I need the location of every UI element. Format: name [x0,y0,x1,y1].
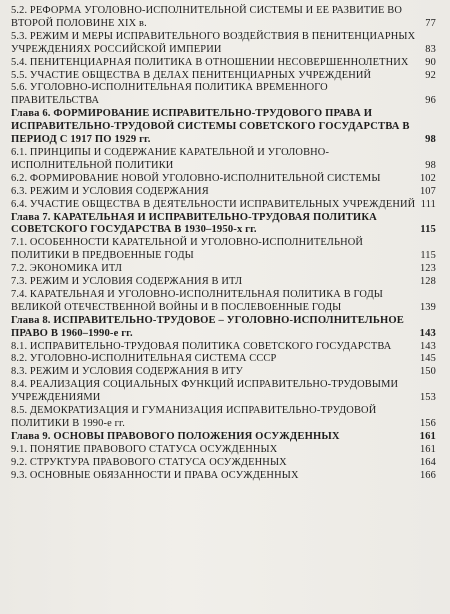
toc-section-entry [11,276,436,289]
toc-chapter-entry [11,431,436,444]
toc-entry-title: 7.3. РЕЖИМ И УСЛОВИЯ СОДЕРЖАНИЯ В ИТЛ [11,276,243,288]
toc-section-entry [11,186,436,199]
table-of-contents [11,5,436,483]
toc-section-entry [11,405,436,431]
toc-section-entry [11,457,436,470]
toc-entry-page-number: 102 [419,172,436,184]
toc-entry-title: 9.2. СТРУКТУРА ПРАВОВОГО СТАТУСА ОСУЖДЕННЫХ [11,456,287,468]
toc-entry-title: 5.3. РЕЖИМ И МЕРЫ ИСПРАВИТЕЛЬНОГО ВОЗДЕЙСТВИЯ В ПЕНИТЕНЦИАРНЫХ УЧРЕЖДЕНИЯХ РОССИЙСКОЙ ИМПЕРИИ [11,30,416,55]
toc-entry-page-number: 139 [419,301,436,313]
toc-entry-title: 8.3. РЕЖИМ И УСЛОВИЯ СОДЕРЖАНИЯ В ИТУ [11,366,244,378]
toc-entry-title: 7.2. ЭКОНОМИКА ИТЛ [11,263,123,275]
toc-section-entry [11,379,436,405]
toc-entry-title: 7.1. ОСОБЕННОСТИ КАРАТЕЛЬНОЙ И УГОЛОВНО-ИСПОЛНИТЕЛЬНОЙ ПОЛИТИКИ В ПРЕДВОЕННЫЕ ГОДЫ [11,237,364,262]
toc-section-entry [11,31,436,57]
toc-entry-page-number: 83 [425,43,436,55]
toc-entry-page-number: 96 [425,95,436,107]
toc-section-entry [11,5,436,31]
toc-entry-title: 6.3. РЕЖИМ И УСЛОВИЯ СОДЕРЖАНИЯ [11,185,209,197]
toc-section-entry [11,353,436,366]
toc-entry-page-number: 166 [419,469,436,481]
toc-entry-page-number: 77 [425,17,436,29]
toc-section-entry [11,470,436,483]
toc-section-entry [11,341,436,354]
toc-entry-title: 6.2. ФОРМИРОВАНИЕ НОВОЙ УГОЛОВНО-ИСПОЛНИТЕЛЬНОЙ СИСТЕМЫ [11,172,381,184]
toc-section-entry [11,82,436,108]
toc-entry-page-number: 156 [419,418,436,429]
toc-section-entry [11,289,436,315]
toc-entry-title: 9.1. ПОНЯТИЕ ПРАВОВОГО СТАТУСА ОСУЖДЕННЫХ [11,443,278,455]
toc-entry-page-number: 98 [425,159,436,171]
toc-entry-title: 8.2. УГОЛОВНО-ИСПОЛНИТЕЛЬНАЯ СИСТЕМА СССР [11,353,277,365]
toc-entry-page-number: 111 [420,198,436,210]
toc-chapter-entry [11,315,436,341]
toc-section-entry [11,263,436,276]
toc-entry-title: 5.2. РЕФОРМА УГОЛОВНО-ИСПОЛНИТЕЛЬНОЙ СИСТЕМЫ И ЕЕ РАЗВИТИЕ ВО ВТОРОЙ ПОЛОВИНЕ XIX в. [11,5,403,29]
toc-section-entry [11,147,436,173]
toc-section-entry [11,199,436,212]
toc-entry-page-number: 107 [419,185,436,197]
toc-section-entry [11,173,436,186]
toc-section-entry [11,70,436,83]
toc-entry-page-number: 123 [419,263,436,275]
toc-entry-page-number: 143 [419,340,436,352]
toc-entry-title: 5.6. УГОЛОВНО-ИСПОЛНИТЕЛЬНАЯ ПОЛИТИКА ВРЕМЕННОГО ПРАВИТЕЛЬСТВА [11,82,328,107]
toc-entry-page-number: 92 [425,69,436,81]
toc-entry-page-number: 90 [425,56,436,68]
toc-entry-title: 9.3. ОСНОВНЫЕ ОБЯЗАННОСТИ И ПРАВА ОСУЖДЕННЫХ [11,469,299,481]
toc-entry-title: 5.5. УЧАСТИЕ ОБЩЕСТВА В ДЕЛАХ ПЕНИТЕНЦИАРНЫХ УЧРЕЖДЕНИЙ [11,69,372,81]
toc-chapter-entry [11,108,436,147]
toc-entry-page-number: 164 [419,456,436,468]
toc-entry-title: 7.4. КАРАТЕЛЬНАЯ И УГОЛОВНО-ИСПОЛНИТЕЛЬНАЯ ПОЛИТИКА В ГОДЫ ВЕЛИКОЙ ОТЕЧЕСТВЕННОЙ ВОЙНЫ И В ПОСЛЕВОЕННЫЕ ГОДЫ [11,288,384,313]
toc-entry-title: Глава 8. ИСПРАВИТЕЛЬНО-ТРУДОВОЕ – УГОЛОВНО-ИСПОЛНИТЕЛЬНОЕ ПРАВО В 1960–1990-е гг. [11,314,404,339]
toc-entry-page-number: 143 [419,327,436,339]
toc-entry-title: 8.5. ДЕМОКРАТИЗАЦИЯ И ГУМАНИЗАЦИЯ ИСПРАВИТЕЛЬНО-ТРУДОВОЙ ПОЛИТИКИ В 1990-е гг. [11,405,377,429]
toc-entry-title: 6.1. ПРИНЦИПЫ И СОДЕРЖАНИЕ КАРАТЕЛЬНОЙ И УГОЛОВНО-ИСПОЛНИТЕЛЬНОЙ ПОЛИТИКИ [11,146,330,171]
toc-section-entry [11,366,436,379]
toc-entry-title: 6.4. УЧАСТИЕ ОБЩЕСТВА В ДЕЯТЕЛЬНОСТИ ИСПРАВИТЕЛЬНЫХ УЧРЕЖДЕНИЙ [11,198,416,210]
toc-entry-page-number: 161 [419,430,436,442]
toc-section-entry [11,237,436,263]
toc-entry-page-number: 98 [425,134,436,146]
toc-entry-page-number: 115 [420,224,436,236]
toc-entry-title: Глава 9. ОСНОВЫ ПРАВОВОГО ПОЛОЖЕНИЯ ОСУЖДЕННЫХ [11,430,340,442]
toc-entry-title: Глава 6. ФОРМИРОВАНИЕ ИСПРАВИТЕЛЬНО-ТРУДОВОГО ПРАВА И ИСПРАВИТЕЛЬНО-ТРУДОВОЙ СИСТЕМЫ СОВЕТСКОГО ГОСУДАРСТВА В ПЕРИОД С 1917 ПО 1929 гг. [11,108,410,146]
toc-entry-page-number: 128 [419,276,436,288]
toc-entry-page-number: 153 [419,392,436,404]
toc-entry-title: Глава 7. КАРАТЕЛЬНАЯ И ИСПРАВИТЕЛЬНО-ТРУДОВАЯ ПОЛИТИКА СОВЕТСКОГО ГОСУДАРСТВА В 1930–1950-х гг. [11,211,377,236]
toc-entry-page-number: 150 [419,366,436,378]
toc-section-entry [11,444,436,457]
toc-entry-title: 8.1. ИСПРАВИТЕЛЬНО-ТРУДОВАЯ ПОЛИТИКА СОВЕТСКОГО ГОСУДАРСТВА [11,340,392,352]
toc-section-entry [11,57,436,70]
toc-chapter-entry [11,212,436,238]
toc-entry-page-number: 145 [419,353,436,365]
toc-entry-page-number: 161 [419,443,436,455]
toc-entry-page-number: 115 [420,250,436,262]
toc-entry-title: 8.4. РЕАЛИЗАЦИЯ СОЦИАЛЬНЫХ ФУНКЦИЙ ИСПРАВИТЕЛЬНО-ТРУДОВЫМИ УЧРЕЖДЕНИЯМИ [11,379,399,404]
toc-entry-title: 5.4. ПЕНИТЕНЦИАРНАЯ ПОЛИТИКА В ОТНОШЕНИИ НЕСОВЕРШЕННОЛЕТНИХ [11,56,409,68]
